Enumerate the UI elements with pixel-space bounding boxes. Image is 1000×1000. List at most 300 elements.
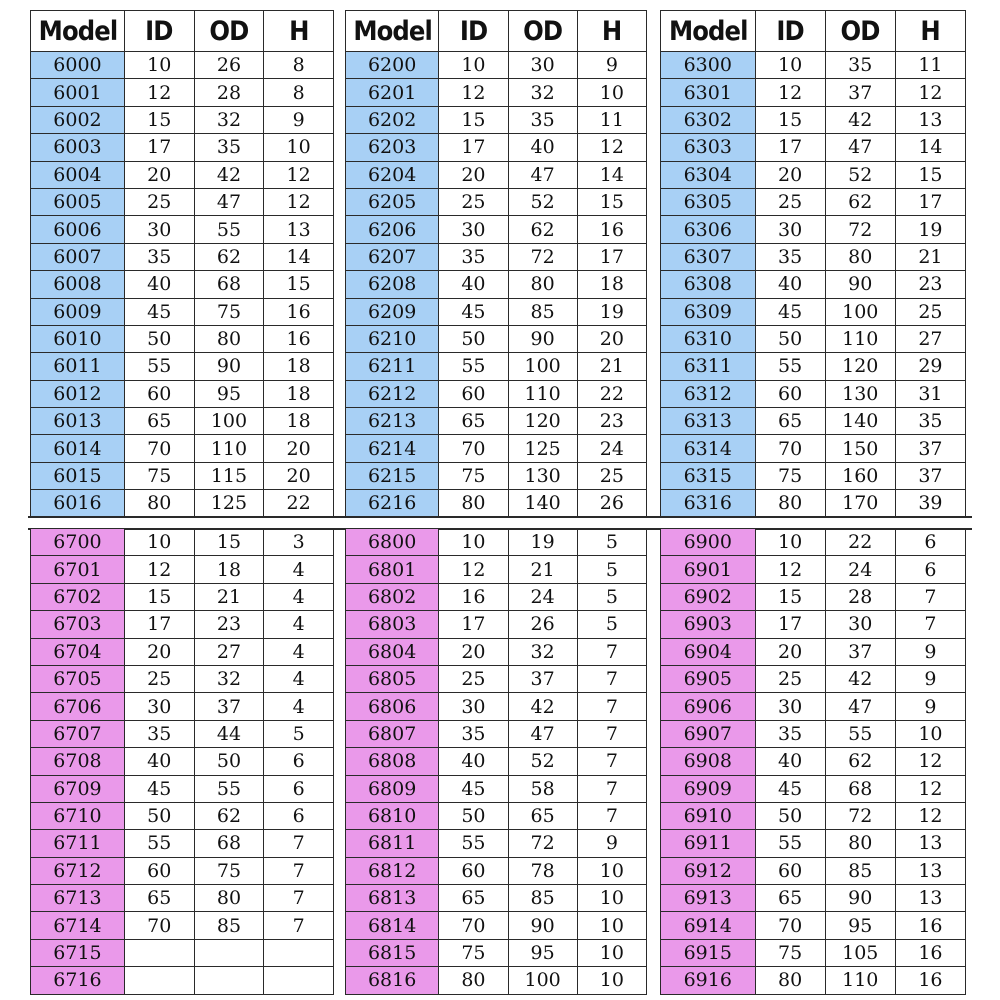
cell-od: 30 bbox=[825, 611, 895, 638]
cell-model: 6009 bbox=[31, 298, 125, 325]
series-6900-table bbox=[660, 528, 966, 995]
cell-od: 32 bbox=[508, 79, 577, 106]
cell-id: 60 bbox=[124, 857, 194, 884]
cell-h: 14 bbox=[895, 134, 965, 161]
table-row bbox=[346, 693, 647, 720]
cell-id: 25 bbox=[439, 188, 508, 215]
table-row bbox=[346, 556, 647, 583]
cell-model: 6301 bbox=[661, 79, 756, 106]
table-row bbox=[346, 52, 647, 79]
cell-od: 90 bbox=[508, 325, 577, 352]
cell-h: 9 bbox=[895, 665, 965, 692]
cell-id bbox=[124, 939, 194, 966]
cell-id: 45 bbox=[124, 775, 194, 802]
cell-h: 18 bbox=[264, 353, 334, 380]
cell-h: 21 bbox=[577, 353, 646, 380]
cell-h: 5 bbox=[577, 556, 646, 583]
table-row bbox=[346, 188, 647, 215]
cell-od: 120 bbox=[508, 408, 577, 435]
cell-id: 55 bbox=[755, 353, 825, 380]
cell-h: 5 bbox=[264, 720, 334, 747]
table-row bbox=[31, 380, 334, 407]
cell-od: 80 bbox=[194, 885, 264, 912]
cell-model: 6916 bbox=[661, 967, 756, 994]
header-id: ID bbox=[128, 11, 191, 52]
cell-id: 70 bbox=[124, 912, 194, 939]
cell-model: 6811 bbox=[346, 830, 439, 857]
cell-od: 80 bbox=[825, 830, 895, 857]
cell-od: 72 bbox=[825, 216, 895, 243]
cell-id: 50 bbox=[124, 325, 194, 352]
cell-model: 6214 bbox=[346, 435, 439, 462]
cell-h: 9 bbox=[895, 693, 965, 720]
cell-od: 68 bbox=[194, 271, 264, 298]
cell-h: 22 bbox=[577, 380, 646, 407]
table-row bbox=[31, 556, 334, 583]
cell-od: 72 bbox=[508, 243, 577, 270]
table-row bbox=[661, 243, 966, 270]
cell-model: 6904 bbox=[661, 638, 756, 665]
cell-h: 13 bbox=[895, 830, 965, 857]
cell-id: 25 bbox=[124, 665, 194, 692]
cell-id: 50 bbox=[755, 802, 825, 829]
table-row bbox=[346, 885, 647, 912]
cell-id: 75 bbox=[439, 462, 508, 489]
cell-od: 72 bbox=[825, 802, 895, 829]
cell-h: 4 bbox=[264, 583, 334, 610]
cell-h: 5 bbox=[577, 583, 646, 610]
cell-h bbox=[264, 939, 334, 966]
cell-od: 110 bbox=[508, 380, 577, 407]
cell-id: 30 bbox=[439, 693, 508, 720]
cell-id: 80 bbox=[755, 967, 825, 994]
cell-h: 9 bbox=[895, 638, 965, 665]
cell-h: 16 bbox=[895, 939, 965, 966]
cell-h: 4 bbox=[264, 611, 334, 638]
cell-id: 55 bbox=[439, 830, 508, 857]
table-row bbox=[346, 79, 647, 106]
cell-id: 15 bbox=[755, 583, 825, 610]
cell-od: 115 bbox=[194, 462, 264, 489]
cell-od: 19 bbox=[508, 529, 577, 556]
cell-od: 150 bbox=[825, 435, 895, 462]
cell-h: 11 bbox=[577, 106, 646, 133]
cell-id: 25 bbox=[755, 665, 825, 692]
cell-model: 6713 bbox=[31, 885, 125, 912]
cell-model: 6810 bbox=[346, 802, 439, 829]
cell-model: 6210 bbox=[346, 325, 439, 352]
table-row bbox=[661, 188, 966, 215]
cell-od: 28 bbox=[825, 583, 895, 610]
table-row bbox=[346, 583, 647, 610]
cell-model: 6312 bbox=[661, 380, 756, 407]
table-row bbox=[661, 939, 966, 966]
table-row bbox=[31, 939, 334, 966]
series-6200-table bbox=[345, 10, 647, 518]
cell-id: 20 bbox=[439, 638, 508, 665]
cell-h: 7 bbox=[577, 775, 646, 802]
table-row bbox=[346, 748, 647, 775]
cell-model: 6913 bbox=[661, 885, 756, 912]
cell-model: 6815 bbox=[346, 939, 439, 966]
cell-od: 42 bbox=[194, 161, 264, 188]
cell-model: 6013 bbox=[31, 408, 125, 435]
cell-model: 6706 bbox=[31, 693, 125, 720]
table-row bbox=[346, 462, 647, 489]
cell-od: 95 bbox=[194, 380, 264, 407]
cell-h: 16 bbox=[264, 298, 334, 325]
cell-od: 52 bbox=[508, 188, 577, 215]
cell-model: 6016 bbox=[31, 490, 125, 517]
cell-model: 6705 bbox=[31, 665, 125, 692]
cell-id: 40 bbox=[439, 271, 508, 298]
cell-model: 6707 bbox=[31, 720, 125, 747]
table-row bbox=[661, 638, 966, 665]
cell-h: 12 bbox=[895, 79, 965, 106]
cell-model: 6809 bbox=[346, 775, 439, 802]
cell-h: 15 bbox=[264, 271, 334, 298]
cell-h: 18 bbox=[264, 380, 334, 407]
table-row bbox=[661, 490, 966, 517]
table-row bbox=[31, 353, 334, 380]
cell-id: 55 bbox=[124, 830, 194, 857]
cell-model: 6812 bbox=[346, 857, 439, 884]
cell-id: 30 bbox=[124, 693, 194, 720]
cell-id: 35 bbox=[439, 720, 508, 747]
cell-od: 80 bbox=[508, 271, 577, 298]
cell-model: 6203 bbox=[346, 134, 439, 161]
cell-id: 75 bbox=[755, 939, 825, 966]
cell-od: 40 bbox=[508, 134, 577, 161]
table-row bbox=[661, 775, 966, 802]
cell-od: 110 bbox=[825, 325, 895, 352]
cell-id: 55 bbox=[124, 353, 194, 380]
cell-model: 6907 bbox=[661, 720, 756, 747]
cell-id: 17 bbox=[755, 134, 825, 161]
table-row bbox=[31, 693, 334, 720]
cell-od bbox=[194, 967, 264, 994]
cell-model: 6805 bbox=[346, 665, 439, 692]
cell-od: 42 bbox=[508, 693, 577, 720]
cell-h: 6 bbox=[264, 775, 334, 802]
cell-h: 22 bbox=[264, 490, 334, 517]
table-row bbox=[661, 748, 966, 775]
cell-model: 6305 bbox=[661, 188, 756, 215]
cell-h: 9 bbox=[577, 830, 646, 857]
cell-id: 12 bbox=[755, 79, 825, 106]
cell-h: 16 bbox=[895, 967, 965, 994]
table-row bbox=[661, 271, 966, 298]
cell-od: 95 bbox=[508, 939, 577, 966]
table-row bbox=[31, 106, 334, 133]
table-row bbox=[661, 665, 966, 692]
cell-model: 6902 bbox=[661, 583, 756, 610]
cell-od: 23 bbox=[194, 611, 264, 638]
cell-od: 75 bbox=[194, 857, 264, 884]
cell-h: 15 bbox=[895, 161, 965, 188]
cell-model: 6003 bbox=[31, 134, 125, 161]
cell-h: 15 bbox=[577, 188, 646, 215]
cell-od: 120 bbox=[825, 353, 895, 380]
cell-od: 32 bbox=[194, 106, 264, 133]
table-row bbox=[661, 529, 966, 556]
table-row bbox=[346, 106, 647, 133]
table-row bbox=[31, 583, 334, 610]
cell-h: 10 bbox=[577, 79, 646, 106]
cell-h: 3 bbox=[264, 529, 334, 556]
cell-model: 6704 bbox=[31, 638, 125, 665]
cell-model: 6309 bbox=[661, 298, 756, 325]
cell-od: 26 bbox=[508, 611, 577, 638]
table-row bbox=[346, 298, 647, 325]
cell-h: 27 bbox=[895, 325, 965, 352]
cell-id: 70 bbox=[439, 912, 508, 939]
cell-id: 12 bbox=[755, 556, 825, 583]
cell-od: 21 bbox=[194, 583, 264, 610]
cell-h bbox=[264, 967, 334, 994]
table-row bbox=[31, 52, 334, 79]
cell-id: 20 bbox=[124, 161, 194, 188]
series-6300-table bbox=[660, 10, 966, 518]
header-h: H bbox=[581, 11, 643, 52]
cell-id: 40 bbox=[755, 748, 825, 775]
cell-model: 6711 bbox=[31, 830, 125, 857]
cell-od: 47 bbox=[825, 693, 895, 720]
cell-h: 10 bbox=[577, 939, 646, 966]
cell-od: 80 bbox=[825, 243, 895, 270]
cell-id: 35 bbox=[755, 243, 825, 270]
cell-h: 24 bbox=[577, 435, 646, 462]
table-row bbox=[31, 490, 334, 517]
cell-od bbox=[194, 939, 264, 966]
table-row bbox=[31, 134, 334, 161]
cell-model: 6315 bbox=[661, 462, 756, 489]
cell-h: 37 bbox=[895, 435, 965, 462]
table-row bbox=[661, 106, 966, 133]
cell-id: 80 bbox=[439, 490, 508, 517]
cell-id: 70 bbox=[755, 435, 825, 462]
cell-od: 100 bbox=[194, 408, 264, 435]
cell-model: 6000 bbox=[31, 52, 125, 79]
cell-id: 55 bbox=[439, 353, 508, 380]
cell-model: 6307 bbox=[661, 243, 756, 270]
cell-model: 6200 bbox=[346, 52, 439, 79]
table-row bbox=[31, 462, 334, 489]
cell-model: 6804 bbox=[346, 638, 439, 665]
cell-h: 17 bbox=[577, 243, 646, 270]
cell-id: 17 bbox=[439, 134, 508, 161]
header-model: Model bbox=[665, 11, 750, 52]
cell-h: 9 bbox=[264, 106, 334, 133]
cell-od: 37 bbox=[194, 693, 264, 720]
cell-id: 65 bbox=[124, 885, 194, 912]
cell-model: 6001 bbox=[31, 79, 125, 106]
cell-od: 37 bbox=[825, 638, 895, 665]
cell-id: 45 bbox=[439, 775, 508, 802]
cell-model: 6310 bbox=[661, 325, 756, 352]
cell-od: 55 bbox=[825, 720, 895, 747]
cell-id: 20 bbox=[124, 638, 194, 665]
cell-h: 10 bbox=[577, 912, 646, 939]
table-row bbox=[346, 380, 647, 407]
cell-model: 6716 bbox=[31, 967, 125, 994]
cell-model: 6213 bbox=[346, 408, 439, 435]
cell-od: 68 bbox=[194, 830, 264, 857]
cell-id: 65 bbox=[755, 885, 825, 912]
cell-id: 35 bbox=[124, 720, 194, 747]
cell-h: 20 bbox=[577, 325, 646, 352]
cell-model: 6014 bbox=[31, 435, 125, 462]
cell-h: 10 bbox=[577, 885, 646, 912]
header-row bbox=[346, 11, 647, 52]
table-row bbox=[31, 188, 334, 215]
cell-model: 6002 bbox=[31, 106, 125, 133]
cell-od: 35 bbox=[825, 52, 895, 79]
cell-h: 4 bbox=[264, 638, 334, 665]
cell-od: 90 bbox=[508, 912, 577, 939]
cell-id: 65 bbox=[439, 885, 508, 912]
cell-h: 10 bbox=[577, 857, 646, 884]
cell-model: 6715 bbox=[31, 939, 125, 966]
cell-id: 75 bbox=[124, 462, 194, 489]
table-row bbox=[31, 243, 334, 270]
cell-od: 85 bbox=[508, 298, 577, 325]
cell-id: 50 bbox=[439, 325, 508, 352]
table-row bbox=[661, 298, 966, 325]
cell-model: 6807 bbox=[346, 720, 439, 747]
table-row bbox=[661, 79, 966, 106]
cell-h: 7 bbox=[577, 748, 646, 775]
cell-model: 6813 bbox=[346, 885, 439, 912]
cell-model: 6012 bbox=[31, 380, 125, 407]
cell-h: 7 bbox=[577, 665, 646, 692]
table-row bbox=[31, 611, 334, 638]
cell-id: 10 bbox=[755, 52, 825, 79]
cell-od: 21 bbox=[508, 556, 577, 583]
cell-od: 130 bbox=[825, 380, 895, 407]
table-row bbox=[346, 720, 647, 747]
cell-id: 20 bbox=[755, 638, 825, 665]
header-row bbox=[661, 11, 966, 52]
cell-model: 6008 bbox=[31, 271, 125, 298]
cell-od: 42 bbox=[825, 665, 895, 692]
cell-model: 6208 bbox=[346, 271, 439, 298]
table-row bbox=[31, 912, 334, 939]
cell-model: 6903 bbox=[661, 611, 756, 638]
cell-od: 55 bbox=[194, 775, 264, 802]
cell-model: 6011 bbox=[31, 353, 125, 380]
cell-model: 6313 bbox=[661, 408, 756, 435]
header-model: Model bbox=[350, 11, 434, 52]
cell-od: 62 bbox=[825, 748, 895, 775]
cell-id: 30 bbox=[439, 216, 508, 243]
cell-h: 35 bbox=[895, 408, 965, 435]
table-row bbox=[31, 720, 334, 747]
cell-od: 95 bbox=[825, 912, 895, 939]
table-row bbox=[661, 885, 966, 912]
cell-model: 6306 bbox=[661, 216, 756, 243]
cell-model: 6206 bbox=[346, 216, 439, 243]
cell-id: 60 bbox=[755, 380, 825, 407]
cell-id: 70 bbox=[124, 435, 194, 462]
cell-model: 6303 bbox=[661, 134, 756, 161]
table-row bbox=[346, 435, 647, 462]
table-row bbox=[31, 408, 334, 435]
cell-h: 13 bbox=[895, 857, 965, 884]
cell-h: 8 bbox=[264, 79, 334, 106]
cell-od: 22 bbox=[825, 529, 895, 556]
cell-id: 12 bbox=[124, 79, 194, 106]
cell-od: 130 bbox=[508, 462, 577, 489]
table-row bbox=[661, 556, 966, 583]
cell-id: 45 bbox=[439, 298, 508, 325]
cell-h: 26 bbox=[577, 490, 646, 517]
cell-id: 20 bbox=[439, 161, 508, 188]
table-row bbox=[661, 216, 966, 243]
cell-od: 32 bbox=[508, 638, 577, 665]
cell-h: 7 bbox=[577, 638, 646, 665]
cell-model: 6911 bbox=[661, 830, 756, 857]
cell-id: 10 bbox=[755, 529, 825, 556]
cell-h: 17 bbox=[895, 188, 965, 215]
cell-h: 7 bbox=[264, 912, 334, 939]
cell-id: 45 bbox=[755, 775, 825, 802]
cell-id: 15 bbox=[439, 106, 508, 133]
cell-od: 140 bbox=[508, 490, 577, 517]
header-h: H bbox=[899, 11, 962, 52]
table-row bbox=[346, 830, 647, 857]
cell-model: 6302 bbox=[661, 106, 756, 133]
cell-od: 52 bbox=[825, 161, 895, 188]
table-row bbox=[346, 490, 647, 517]
cell-id: 12 bbox=[124, 556, 194, 583]
cell-model: 6204 bbox=[346, 161, 439, 188]
cell-model: 6215 bbox=[346, 462, 439, 489]
cell-h: 16 bbox=[264, 325, 334, 352]
cell-id: 75 bbox=[755, 462, 825, 489]
cell-model: 6314 bbox=[661, 435, 756, 462]
cell-h: 9 bbox=[577, 52, 646, 79]
cell-h: 20 bbox=[264, 462, 334, 489]
cell-id: 30 bbox=[124, 216, 194, 243]
table-row bbox=[31, 885, 334, 912]
cell-h: 7 bbox=[577, 802, 646, 829]
table-row bbox=[31, 529, 334, 556]
table-row bbox=[31, 802, 334, 829]
cell-id: 70 bbox=[439, 435, 508, 462]
cell-h: 20 bbox=[264, 435, 334, 462]
cell-model: 6915 bbox=[661, 939, 756, 966]
cell-h: 12 bbox=[895, 748, 965, 775]
cell-od: 100 bbox=[508, 967, 577, 994]
header-id: ID bbox=[759, 11, 822, 52]
table-row bbox=[661, 720, 966, 747]
table-row bbox=[661, 380, 966, 407]
cell-model: 6316 bbox=[661, 490, 756, 517]
cell-od: 90 bbox=[825, 885, 895, 912]
table-row bbox=[31, 775, 334, 802]
cell-od: 62 bbox=[508, 216, 577, 243]
cell-od: 27 bbox=[194, 638, 264, 665]
cell-id: 65 bbox=[124, 408, 194, 435]
table-row bbox=[31, 830, 334, 857]
cell-h: 14 bbox=[577, 161, 646, 188]
cell-h: 11 bbox=[895, 52, 965, 79]
cell-od: 105 bbox=[825, 939, 895, 966]
cell-model: 6802 bbox=[346, 583, 439, 610]
cell-h: 12 bbox=[895, 802, 965, 829]
table-row bbox=[346, 529, 647, 556]
